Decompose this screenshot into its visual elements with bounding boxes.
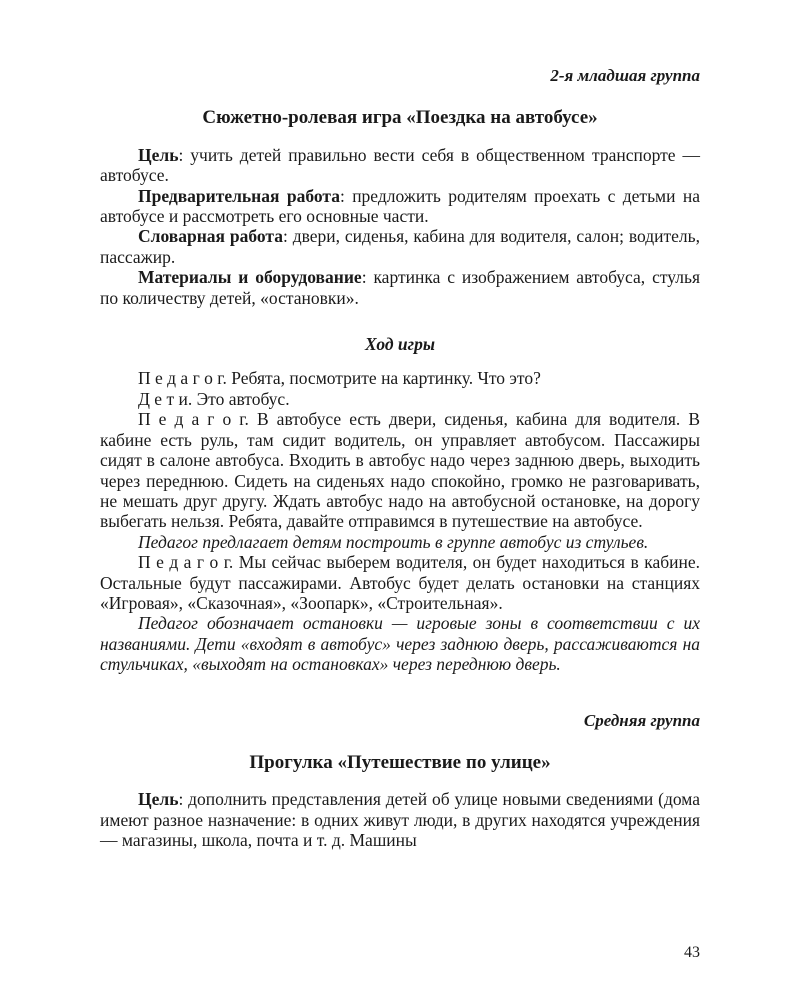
dialogue-text: Это автобус. bbox=[196, 388, 290, 409]
goal-label: Цель bbox=[138, 789, 179, 810]
group-label-middle: Средняя группа bbox=[583, 710, 700, 730]
prep-text: : предложить родителям проехать с детьми на автобусе и рассмотреть его основные части. bbox=[100, 185, 700, 227]
speaker-teacher: П е д а г о г. bbox=[138, 368, 227, 389]
materials-text: : картинка с изображением автобуса, стулья по количеству детей, «остановки». bbox=[100, 267, 700, 308]
dialogue-line bbox=[100, 389, 700, 409]
stage-note: Педагог предлагает детям построить в группе автобус из стульев. bbox=[138, 531, 649, 552]
prep-paragraph bbox=[100, 186, 700, 227]
goal-label: Цель bbox=[138, 144, 179, 165]
dialogue-text: Мы сейчас выберем водителя, он будет находиться в кабине. Остальные будут пассажирами. Автобус будет делать остановки на станциях «Игровая», «Сказочная», «Зоопарк», «Строительная». bbox=[100, 552, 701, 613]
materials-paragraph bbox=[100, 267, 700, 308]
page-number: 43 bbox=[684, 944, 700, 961]
stage-note: Педагог обозначает остановки — игровые зоны в соответствии с их названиями. Дети «входят в автобус» через заднюю дверь, рассаживаются на стульчиках, «выходят на остановках» через переднюю дверь. bbox=[100, 613, 700, 675]
prep-label: Предварительная работа bbox=[138, 185, 340, 206]
goal-text: : учить детей правильно вести себя в общественном транспорте — автобусе. bbox=[100, 144, 700, 186]
goal-paragraph bbox=[100, 145, 700, 186]
course-heading: Ход игры bbox=[365, 334, 435, 355]
dialogue-line bbox=[100, 552, 700, 613]
dialogue-text: В автобусе есть двери, сиденья, кабина для водителя. В кабине есть руль, там сидит водитель, он управляет автобусом. Пассажиры сидят в салоне автобуса. Входить в автобус надо через заднюю дверь, выходить через переднюю. Сидеть на сиденьях надо спокойно, громко не разговаривать, не мешать друг другу. Ждать автобус надо на автобусной остановке, на дорогу выбегать нельзя. Ребята, давайте отправимся в путешествие на автобусе. bbox=[100, 409, 701, 532]
goal-text: : дополнить представления детей об улице новыми сведениями (дома имеют разное назначение: в одних живут люди, в других находятся учреждения — магазины, школа, почта и т. д. Машины bbox=[100, 789, 700, 851]
materials-label: Материалы и оборудование bbox=[138, 267, 362, 288]
speaker-teacher: П е д а г о г. bbox=[138, 552, 234, 573]
vocab-text: : двери, сиденья, кабина для водителя, салон; водитель, пассажир. bbox=[100, 226, 700, 267]
vocab-label: Словарная работа bbox=[138, 226, 283, 247]
page-content bbox=[100, 66, 700, 851]
speaker-teacher: П е д а г о г. bbox=[138, 409, 249, 430]
dialogue-text: Ребята, посмотрите на картинку. Что это? bbox=[231, 368, 541, 389]
section-title-bus-game: Сюжетно-ролевая игра «Поездка на автобусе» bbox=[202, 107, 598, 129]
vocab-paragraph bbox=[100, 226, 700, 267]
dialogue-line bbox=[100, 368, 700, 388]
section-title-street-walk: Прогулка «Путешествие по улице» bbox=[249, 751, 551, 773]
dialogue-line bbox=[100, 409, 700, 531]
speaker-children: Д е т и. bbox=[138, 388, 193, 409]
goal-paragraph-2 bbox=[100, 789, 700, 850]
group-label-top: 2-я младшая группа bbox=[550, 66, 700, 85]
